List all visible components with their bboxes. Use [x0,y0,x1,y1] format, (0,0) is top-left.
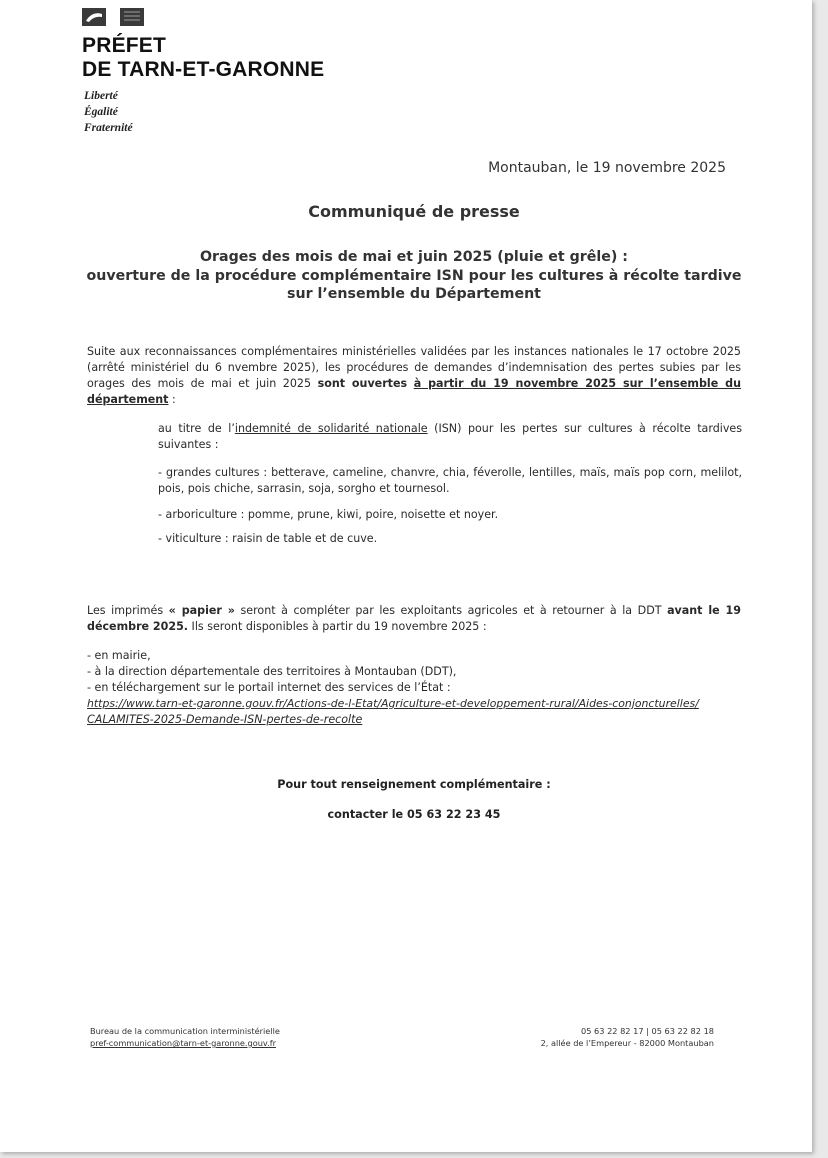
motto-liberte: Liberté [84,90,118,102]
intro-paragraph [87,344,741,408]
footer-address: 2, allée de l’Empereur - 82000 Montauban [540,1038,714,1048]
org-line-1: PRÉFET [82,34,167,57]
footer-office: Bureau de la communication interministérielle [90,1026,280,1036]
crop-item-arboriculture: - arboriculture : pomme, prune, kiwi, poire, noisette et noyer. [158,508,499,521]
date-line: Montauban, le 19 novembre 2025 [488,160,726,176]
location-download: - en téléchargement sur le portail internet des services de l’État : [87,681,451,694]
republic-motto [84,88,133,136]
crop-item-viticulture: - viticulture : raisin de table et de cuve. [158,532,378,545]
forms-text-2: seront à compléter par les exploitants agricoles et à retourner à la DDT [234,604,668,617]
intro-end: : [168,393,176,406]
forms-bold-deadline: avant le 19 décembre 2025. [87,604,741,633]
forms-paragraph [87,603,741,635]
subject-heading [60,248,768,304]
subject-line-3: sur l’ensemble du Département [287,286,541,302]
footer-email-link[interactable]: pref-communication@tarn-et-garonne.gouv.fr [90,1038,276,1048]
intro-bold: sont ouvertes [317,377,408,390]
forms-bold-papier: « papier » [168,604,235,617]
forms-text-1: Les imprimés [87,604,169,617]
intro-bold-underlined: à partir du 19 novembre 2025 sur l’ensemble du département [87,377,742,406]
org-line-2: DE TARN-ET-GARONNE [82,58,325,81]
motto-egalite: Égalité [84,106,118,118]
locations-list [87,648,741,728]
location-ddt: - à la direction départementale des territoires à Montauban (DDT), [87,665,457,678]
prefecture-name [82,34,324,82]
crop-item-grandes-cultures: - grandes cultures : betterave, cameline, chanvre, chia, féverolle, lentilles, maïs, maïs pop corn, melilot, pois, pois chiche, sarrasin, soja, sorgho et tournesol. [158,466,742,495]
isn-link: indemnité de solidarité nationale [234,422,428,435]
download-url-line-2[interactable]: CALAMITES-2025-Demande-ISN-pertes-de-recolte [87,713,363,726]
motto-fraternite: Fraternité [84,122,133,134]
isn-suffix: (ISN) pour les pertes sur cultures à récolte tardives suivantes : [158,422,743,451]
marianne-logo-icon [82,8,144,26]
document-type-title: Communiqué de presse [308,202,520,221]
isn-paragraph [158,421,742,453]
forms-text-3: Ils seront disponibles à partir du 19 novembre 2025 : [188,620,487,633]
footer-office-block [90,1025,280,1049]
contact-phone: contacter le 05 63 22 23 45 [327,808,501,821]
footer-address-block [541,1025,714,1049]
download-url-line-1[interactable]: https://www.tarn-et-garonne.gouv.fr/Actions-de-l-Etat/Agriculture-et-developpement-rural/Aides-conjoncturelles/ [87,697,699,710]
location-mairie: - en mairie, [87,649,151,662]
contact-heading: Pour tout renseignement complémentaire : [277,778,551,791]
subject-line-1: Orages des mois de mai et juin 2025 (pluie et grêle) : [200,249,628,265]
subject-line-2: ouverture de la procédure complémentaire ISN pour les cultures à récolte tardive [86,267,742,284]
isn-prefix: au titre de l’ [158,422,235,435]
intro-text: Suite aux reconnaissances complémentaires ministérielles validées par les instances nationales le 17 octobre 2025 (arrêté ministériel du 6 nvembre 2025), les procédures de demandes d’indemnisation des pertes subies par les orages des mois de mai et juin 2025 [87,345,741,390]
footer-phones: 05 63 22 82 17 | 05 63 22 82 18 [581,1026,714,1036]
